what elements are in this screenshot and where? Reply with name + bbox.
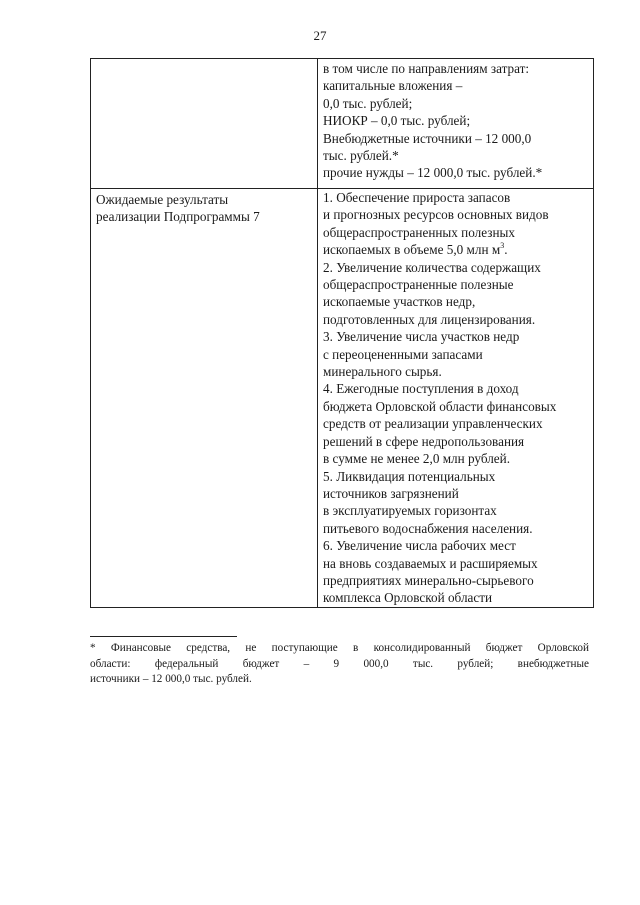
result-line: 5. Ликвидация потенциальных [323,468,496,484]
result-line: 3. Увеличение числа участков недр [323,329,520,345]
financing-line: НИОКР – 0,0 тыс. рублей; [323,113,471,129]
result-line: решений в сфере недропользования [323,433,525,449]
table-row-financing [91,59,594,189]
financing-line: в том числе по направлениям затрат: [323,61,530,76]
financing-line: капитальные вложения – [323,78,463,94]
financing-line: Внебюджетные источники – 12 000,0 [323,130,532,146]
page-number: 27 [313,28,327,43]
footnote-line: * Финансовые средства, не поступающие в консолидированный бюджет Орловской [90,642,589,654]
result-line: источников загрязнений [323,485,459,501]
result-line: ископаемые участков недр, [323,294,476,310]
program-passport-table [90,58,594,608]
cell-expected-results-label [91,189,318,608]
result-line: общераспространенных полезных [323,224,515,240]
volume-text: ископаемых в объеме 5,0 млн м [323,242,501,258]
result-line: подготовленных для лицензирования. [323,311,536,327]
footnote-line: источники – 12 000,0 тыс. рублей. [90,673,252,685]
volume-period: . [504,242,508,258]
result-line: на вновь создаваемых и расширяемых [323,555,538,571]
result-line: 4. Ежегодные поступления в доход [323,381,519,397]
cell-expected-results-list [318,189,594,608]
result-line: средств от реализации управленческих [323,416,543,432]
result-line: 2. Увеличение количества содержащих [323,259,541,275]
cubic-superscript: 3 [500,241,505,251]
result-line: и прогнозных ресурсов основных видов [323,207,549,223]
result-line: в эксплуатируемых горизонтах [323,503,497,519]
financing-line: 0,0 тыс. рублей; [323,95,413,111]
expected-results-heading: реализации Подпрограммы 7 [96,209,260,225]
result-line: 6. Увеличение числа рабочих мест [323,538,516,554]
table-row-expected-results [91,189,594,608]
financing-line: тыс. рублей.* [323,148,399,164]
footnote [90,641,589,688]
footnote-line: области: федеральный бюджет – 9 000,0 тыс. рублей; внебюджетные [90,657,589,670]
footnote-divider [90,636,237,637]
financing-line: прочие нужды – 12 000,0 тыс. рублей.* [323,165,543,181]
result-line: питьевого водоснабжения населения. [323,520,533,536]
cell-financing-details [318,59,594,189]
result-line-volume [323,241,591,258]
result-line: комплекса Орловской области [323,590,493,606]
result-line: минерального сырья. [323,364,442,380]
result-line: в сумме не менее 2,0 млн рублей. [323,451,511,467]
result-line: бюджета Орловской области финансовых [323,398,557,414]
result-line: с переоцененными запасами [323,346,483,362]
cell-financing-label [91,59,318,189]
expected-results-heading: Ожидаемые результаты [96,192,229,207]
result-line: общераспространенные полезные [323,277,514,293]
result-line: 1. Обеспечение прироста запасов [323,190,511,205]
result-line: предприятиях минерально-сырьевого [323,572,534,588]
